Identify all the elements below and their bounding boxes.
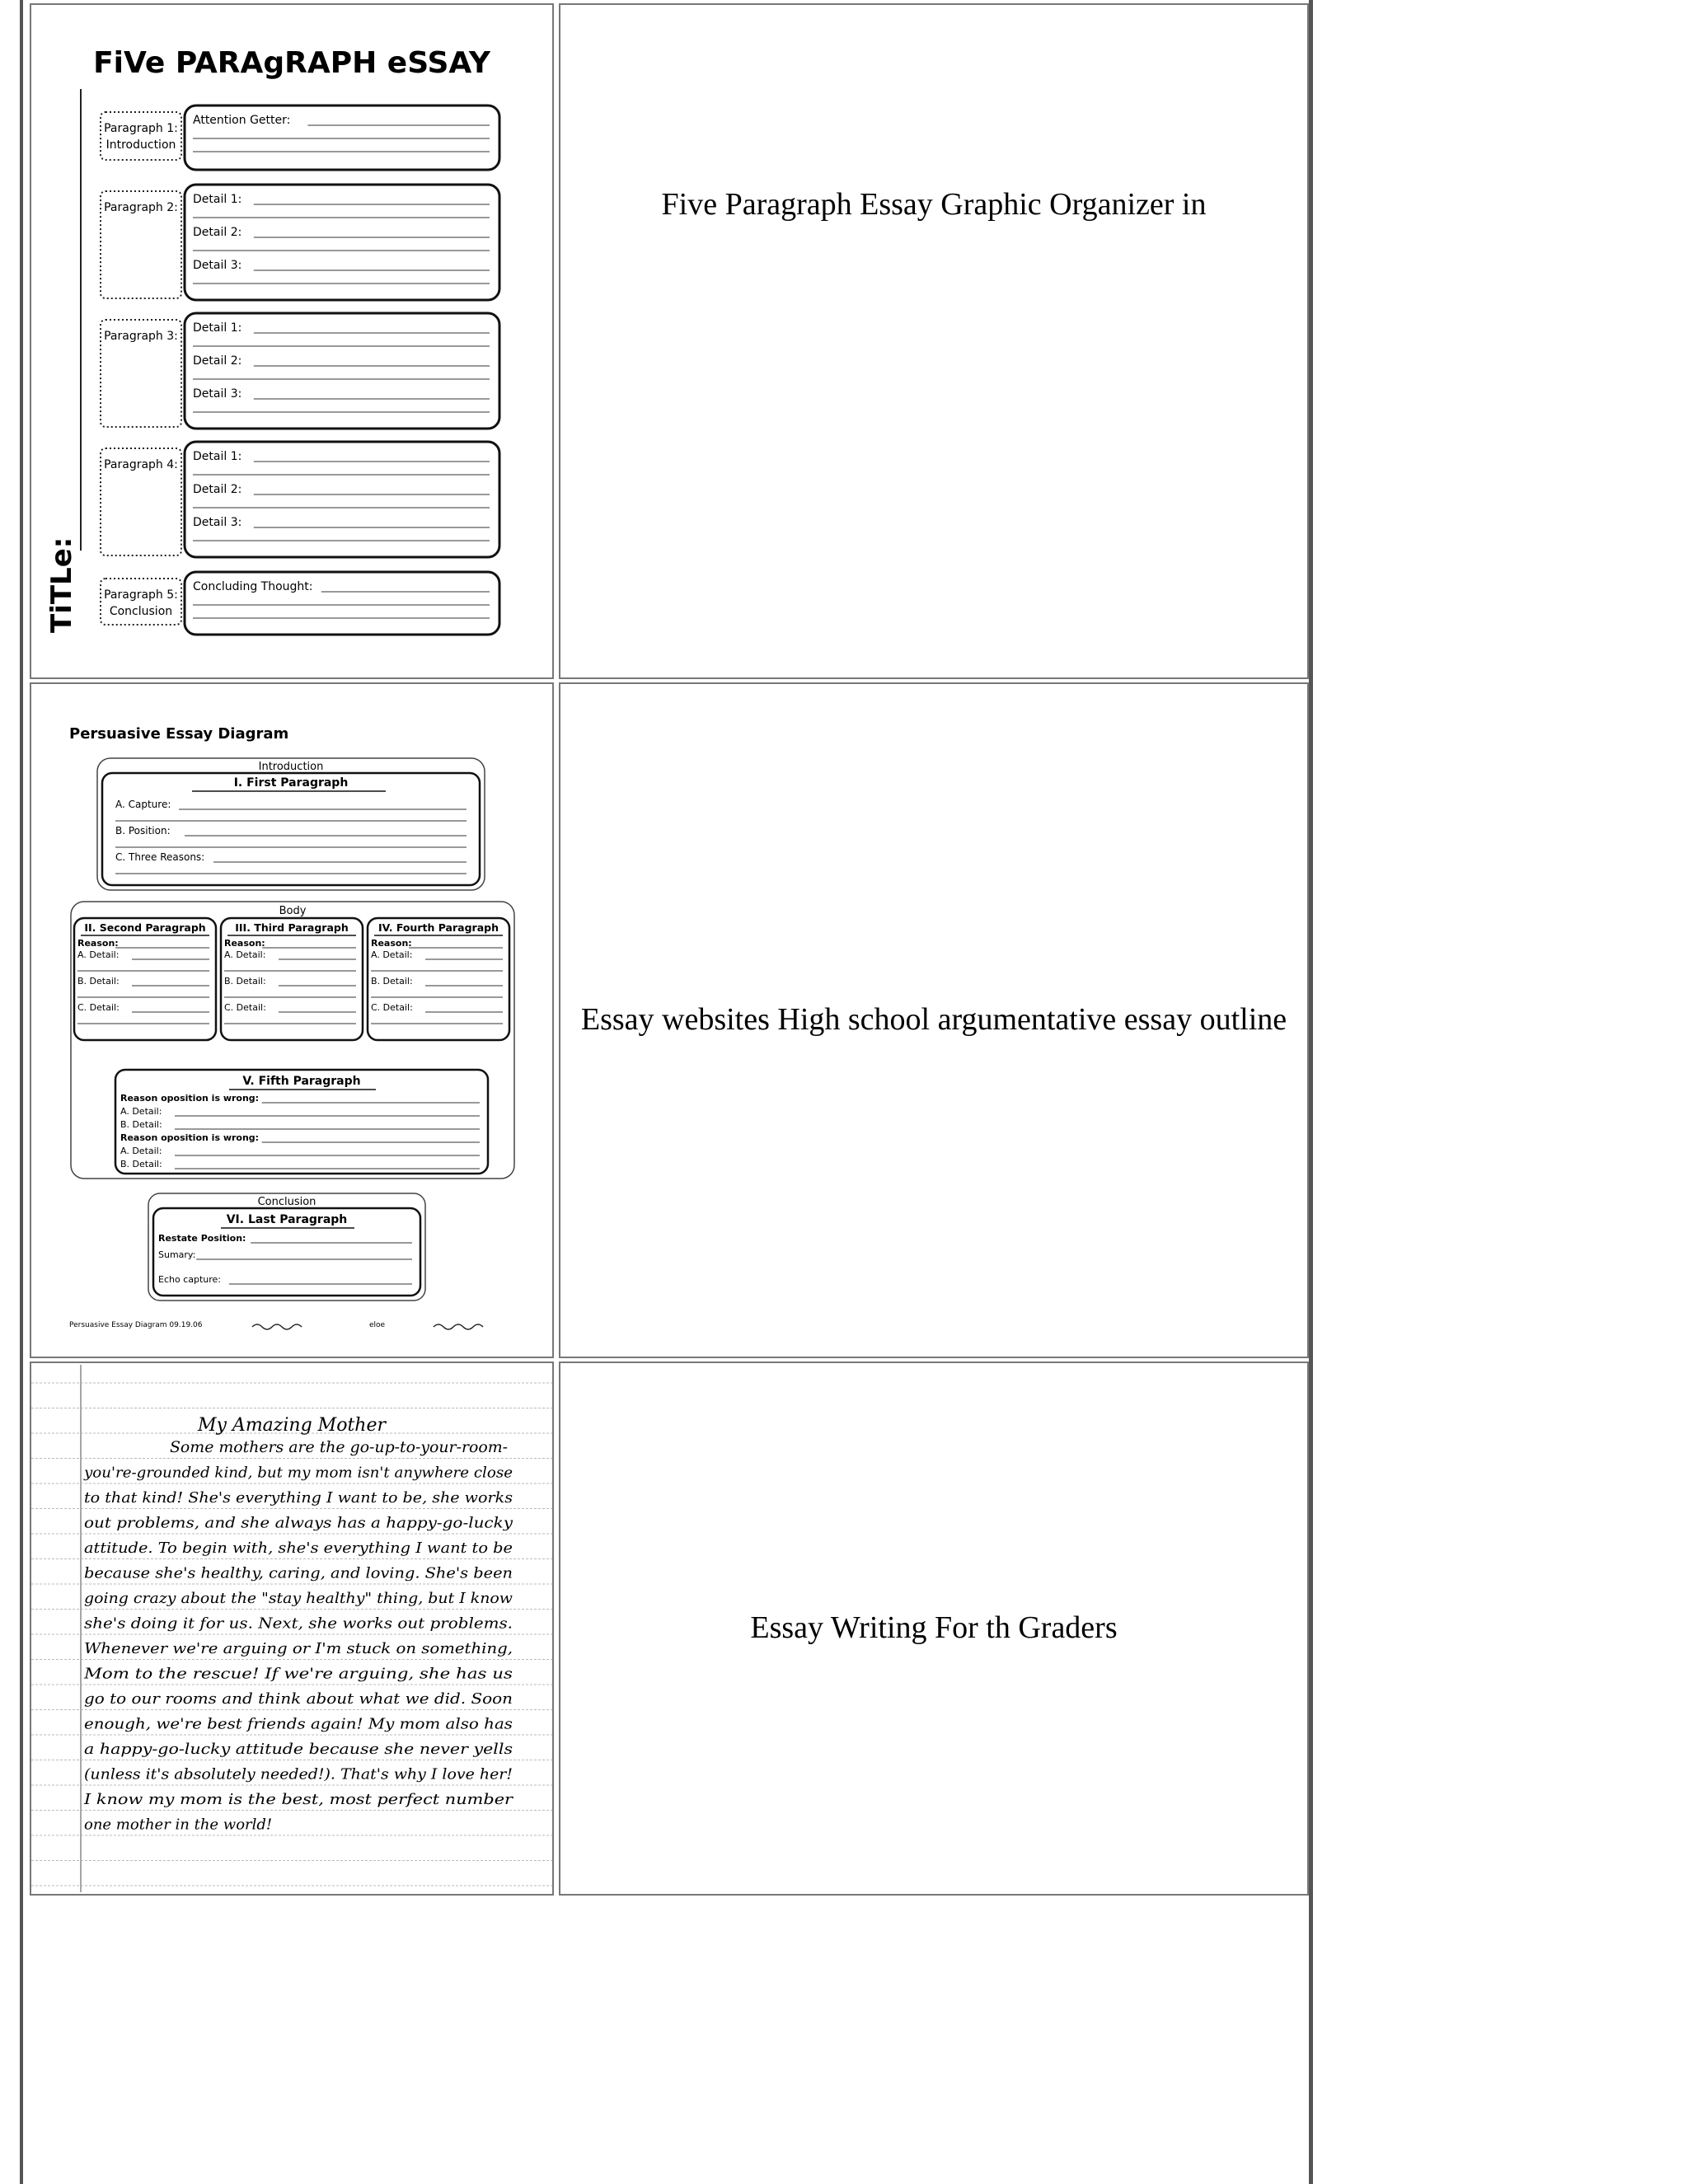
field-label: B. Detail: <box>77 976 120 987</box>
field-label: Reason: <box>371 938 412 949</box>
field-label: B. Detail: <box>120 1119 162 1130</box>
caption-text: Essay Writing For th Graders <box>750 1610 1118 1646</box>
field-label: Detail 1: <box>193 193 242 206</box>
diagram-heading: Persuasive Essay Diagram <box>69 725 289 743</box>
caption-cell <box>559 682 1309 1358</box>
field-label: B. Detail: <box>224 976 266 987</box>
caption-text: Five Paragraph Essay Graphic Organizer in <box>661 187 1207 223</box>
field-label: C. Three Reasons: <box>115 851 205 863</box>
field-label: A. Detail: <box>224 949 266 960</box>
field-label: A. Detail: <box>120 1106 162 1117</box>
content-table <box>25 0 1314 1899</box>
field-label: B. Detail: <box>371 976 413 987</box>
organizer-heading: FiVe PARAgRAPH eSSAY <box>93 46 490 80</box>
page-frame-left <box>20 0 23 2184</box>
field-label: Detail 1: <box>193 450 242 463</box>
field-label: Sumary: <box>158 1249 196 1260</box>
essay-line: one mother in the world! <box>84 1816 273 1834</box>
caption-text: Essay websites High school argumentative essay outline <box>580 1002 1287 1038</box>
essay-line: out problems, and she always has a happy-go-lucky <box>84 1514 513 1532</box>
field-label: B. Detail: <box>120 1159 162 1169</box>
field-label: Concluding Thought: <box>193 580 313 593</box>
footer-left: Persuasive Essay Diagram 09.19.06 <box>69 1321 203 1329</box>
caption-cell <box>559 3 1309 679</box>
field-label: Detail 1: <box>193 321 242 335</box>
body-paragraph-title: IV. Fourth Paragraph <box>378 921 499 934</box>
field-label: Echo capture: <box>158 1274 222 1285</box>
persuasive-essay-diagram-image[interactable] <box>31 686 552 1355</box>
field-label: Reason oposition is wrong: <box>120 1093 260 1104</box>
essay-line: Whenever we're arguing or I'm stuck on something, <box>84 1640 513 1657</box>
essay-title: My Amazing Mother <box>197 1415 387 1436</box>
field-label: Detail 2: <box>193 483 242 496</box>
field-label: Attention Getter: <box>193 114 291 127</box>
table-row <box>30 3 1309 679</box>
field-label: C. Detail: <box>77 1002 120 1013</box>
table-row <box>30 1361 1309 1896</box>
essay-line: because she's healthy, caring, and loving. She's been <box>84 1564 513 1582</box>
field-label: Reason: <box>224 938 265 949</box>
paragraph-tag-label: Paragraph 2: <box>104 201 178 214</box>
field-label: A. Detail: <box>77 949 120 960</box>
essay-line: Some mothers are the go-up-to-your-room- <box>170 1439 508 1456</box>
footer-ornament <box>434 1324 483 1329</box>
paragraph-tag-label: Conclusion <box>109 605 173 618</box>
field-label: Restate Position: <box>158 1233 246 1244</box>
essay-line: attitude. To begin with, she's everything I want to be <box>84 1540 513 1557</box>
title-label: TiTLe: <box>45 537 78 633</box>
footer-ornament <box>252 1324 302 1329</box>
body-paragraph-title: II. Second Paragraph <box>84 921 206 934</box>
paragraph-tag-label: Introduction <box>106 138 176 152</box>
field-label: Detail 3: <box>193 387 242 401</box>
field-label: Detail 3: <box>193 259 242 272</box>
essay-line: a happy-go-lucky attitude because she never yells <box>84 1741 513 1758</box>
field-label: A. Detail: <box>371 949 413 960</box>
field-label: Detail 2: <box>193 354 242 368</box>
field-label: A. Capture: <box>115 799 171 810</box>
last-paragraph-title: VI. Last Paragraph <box>226 1213 348 1226</box>
field-label: C. Detail: <box>224 1002 266 1013</box>
essay-line: go to our rooms and think about what we did. Soon <box>84 1690 513 1708</box>
image-cell-persuasive-diagram[interactable] <box>30 682 554 1358</box>
fifth-paragraph-title: V. Fifth Paragraph <box>242 1075 361 1088</box>
field-label: Reason: <box>77 938 119 949</box>
paragraph-tag-label: Paragraph 1: <box>104 122 178 135</box>
essay-line: going crazy about the "stay healthy" thing, but I know <box>84 1590 513 1607</box>
paragraph-tag-label: Paragraph 5: <box>104 588 178 602</box>
footer-mid: eloe <box>369 1321 386 1329</box>
first-paragraph-title: I. First Paragraph <box>233 776 349 790</box>
image-cell-handwritten-essay[interactable] <box>30 1361 554 1896</box>
essay-line: you're-grounded kind, but my mom isn't anywhere close <box>82 1464 513 1482</box>
handwritten-essay-image[interactable] <box>31 1365 552 1892</box>
image-cell-five-paragraph[interactable] <box>30 3 554 679</box>
intro-label: Introduction <box>258 761 324 773</box>
paragraph-tag-label: Paragraph 4: <box>104 458 178 471</box>
essay-line: to that kind! She's everything I want to be, she works <box>84 1489 513 1507</box>
field-label: Detail 2: <box>193 226 242 239</box>
body-paragraph-title: III. Third Paragraph <box>235 921 349 934</box>
caption-cell <box>559 1361 1309 1896</box>
essay-line: Mom to the rescue! If we're arguing, she has us <box>82 1665 513 1683</box>
essay-line: (unless it's absolutely needed!). That's why I love her! <box>84 1765 513 1783</box>
paragraph-tag-label: Paragraph 3: <box>104 330 178 343</box>
essay-line: enough, we're best friends again! My mom also has <box>84 1715 513 1733</box>
five-paragraph-organizer-image[interactable] <box>31 7 552 676</box>
field-label: Detail 3: <box>193 516 242 529</box>
field-label: Reason oposition is wrong: <box>120 1132 260 1143</box>
field-label: B. Position: <box>115 825 171 837</box>
table-row <box>30 682 1309 1358</box>
field-label: A. Detail: <box>120 1146 162 1156</box>
paragraph-tag-box <box>101 112 181 160</box>
conclusion-label: Conclusion <box>257 1196 316 1208</box>
essay-line: I know my mom is the best, most perfect number <box>82 1791 514 1808</box>
body-label: Body <box>279 905 307 917</box>
essay-line: she's doing it for us. Next, she works out problems. <box>84 1615 513 1633</box>
field-label: C. Detail: <box>371 1002 413 1013</box>
